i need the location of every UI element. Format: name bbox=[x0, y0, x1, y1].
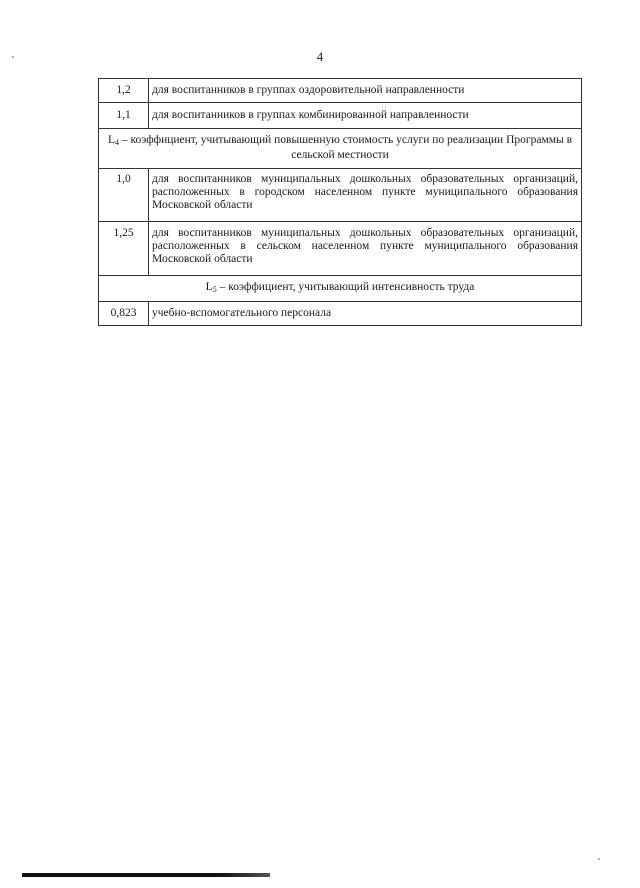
coefficient-description: учебно-вспомогательного персонала bbox=[149, 302, 582, 326]
coefficient-description: для воспитанников муниципальных дошкольных образовательных организаций, расположенных в городском населенном пункте муниципального образования Московской области bbox=[149, 169, 582, 222]
section-header-l4 bbox=[99, 129, 582, 169]
table-row bbox=[99, 79, 582, 103]
scan-artifact-line bbox=[22, 873, 270, 877]
scan-artifact-dot bbox=[12, 56, 14, 58]
table-row bbox=[99, 103, 582, 129]
scan-artifact-dot bbox=[598, 858, 600, 860]
coefficient-description: для воспитанников в группах оздоровительной направленности bbox=[149, 79, 582, 103]
section-header-row bbox=[99, 129, 582, 169]
coefficient-symbol: L bbox=[205, 281, 213, 293]
table-row bbox=[99, 302, 582, 326]
coefficient-value: 1,0 bbox=[99, 169, 149, 222]
section-header-row bbox=[99, 276, 582, 302]
page-number: 4 bbox=[316, 49, 324, 64]
coefficient-value: 1,1 bbox=[99, 103, 149, 129]
coefficient-symbol: L bbox=[107, 134, 115, 146]
coefficient-value: 1,2 bbox=[99, 79, 149, 103]
coefficient-description: для воспитанников в группах комбинированной направленности bbox=[149, 103, 582, 129]
table-row bbox=[99, 169, 582, 222]
section-header-text: – коэффициент, учитывающий повышенную стоимость услуги по реализации Программы в сельской местности bbox=[118, 134, 573, 161]
coefficient-value: 1,25 bbox=[99, 222, 149, 276]
table-row bbox=[99, 222, 582, 276]
coefficient-table bbox=[98, 78, 582, 326]
section-header-l5 bbox=[99, 276, 582, 302]
coefficient-description: для воспитанников муниципальных дошкольных образовательных организаций, расположенных в сельском населенном пункте муниципального образования Московской области bbox=[149, 222, 582, 276]
coefficient-subscript: 5 bbox=[212, 285, 217, 294]
section-header-text: – коэффициент, учитывающий интенсивность труда bbox=[216, 281, 475, 293]
coefficient-subscript: 4 bbox=[114, 138, 119, 147]
coefficient-value: 0,823 bbox=[99, 302, 149, 326]
